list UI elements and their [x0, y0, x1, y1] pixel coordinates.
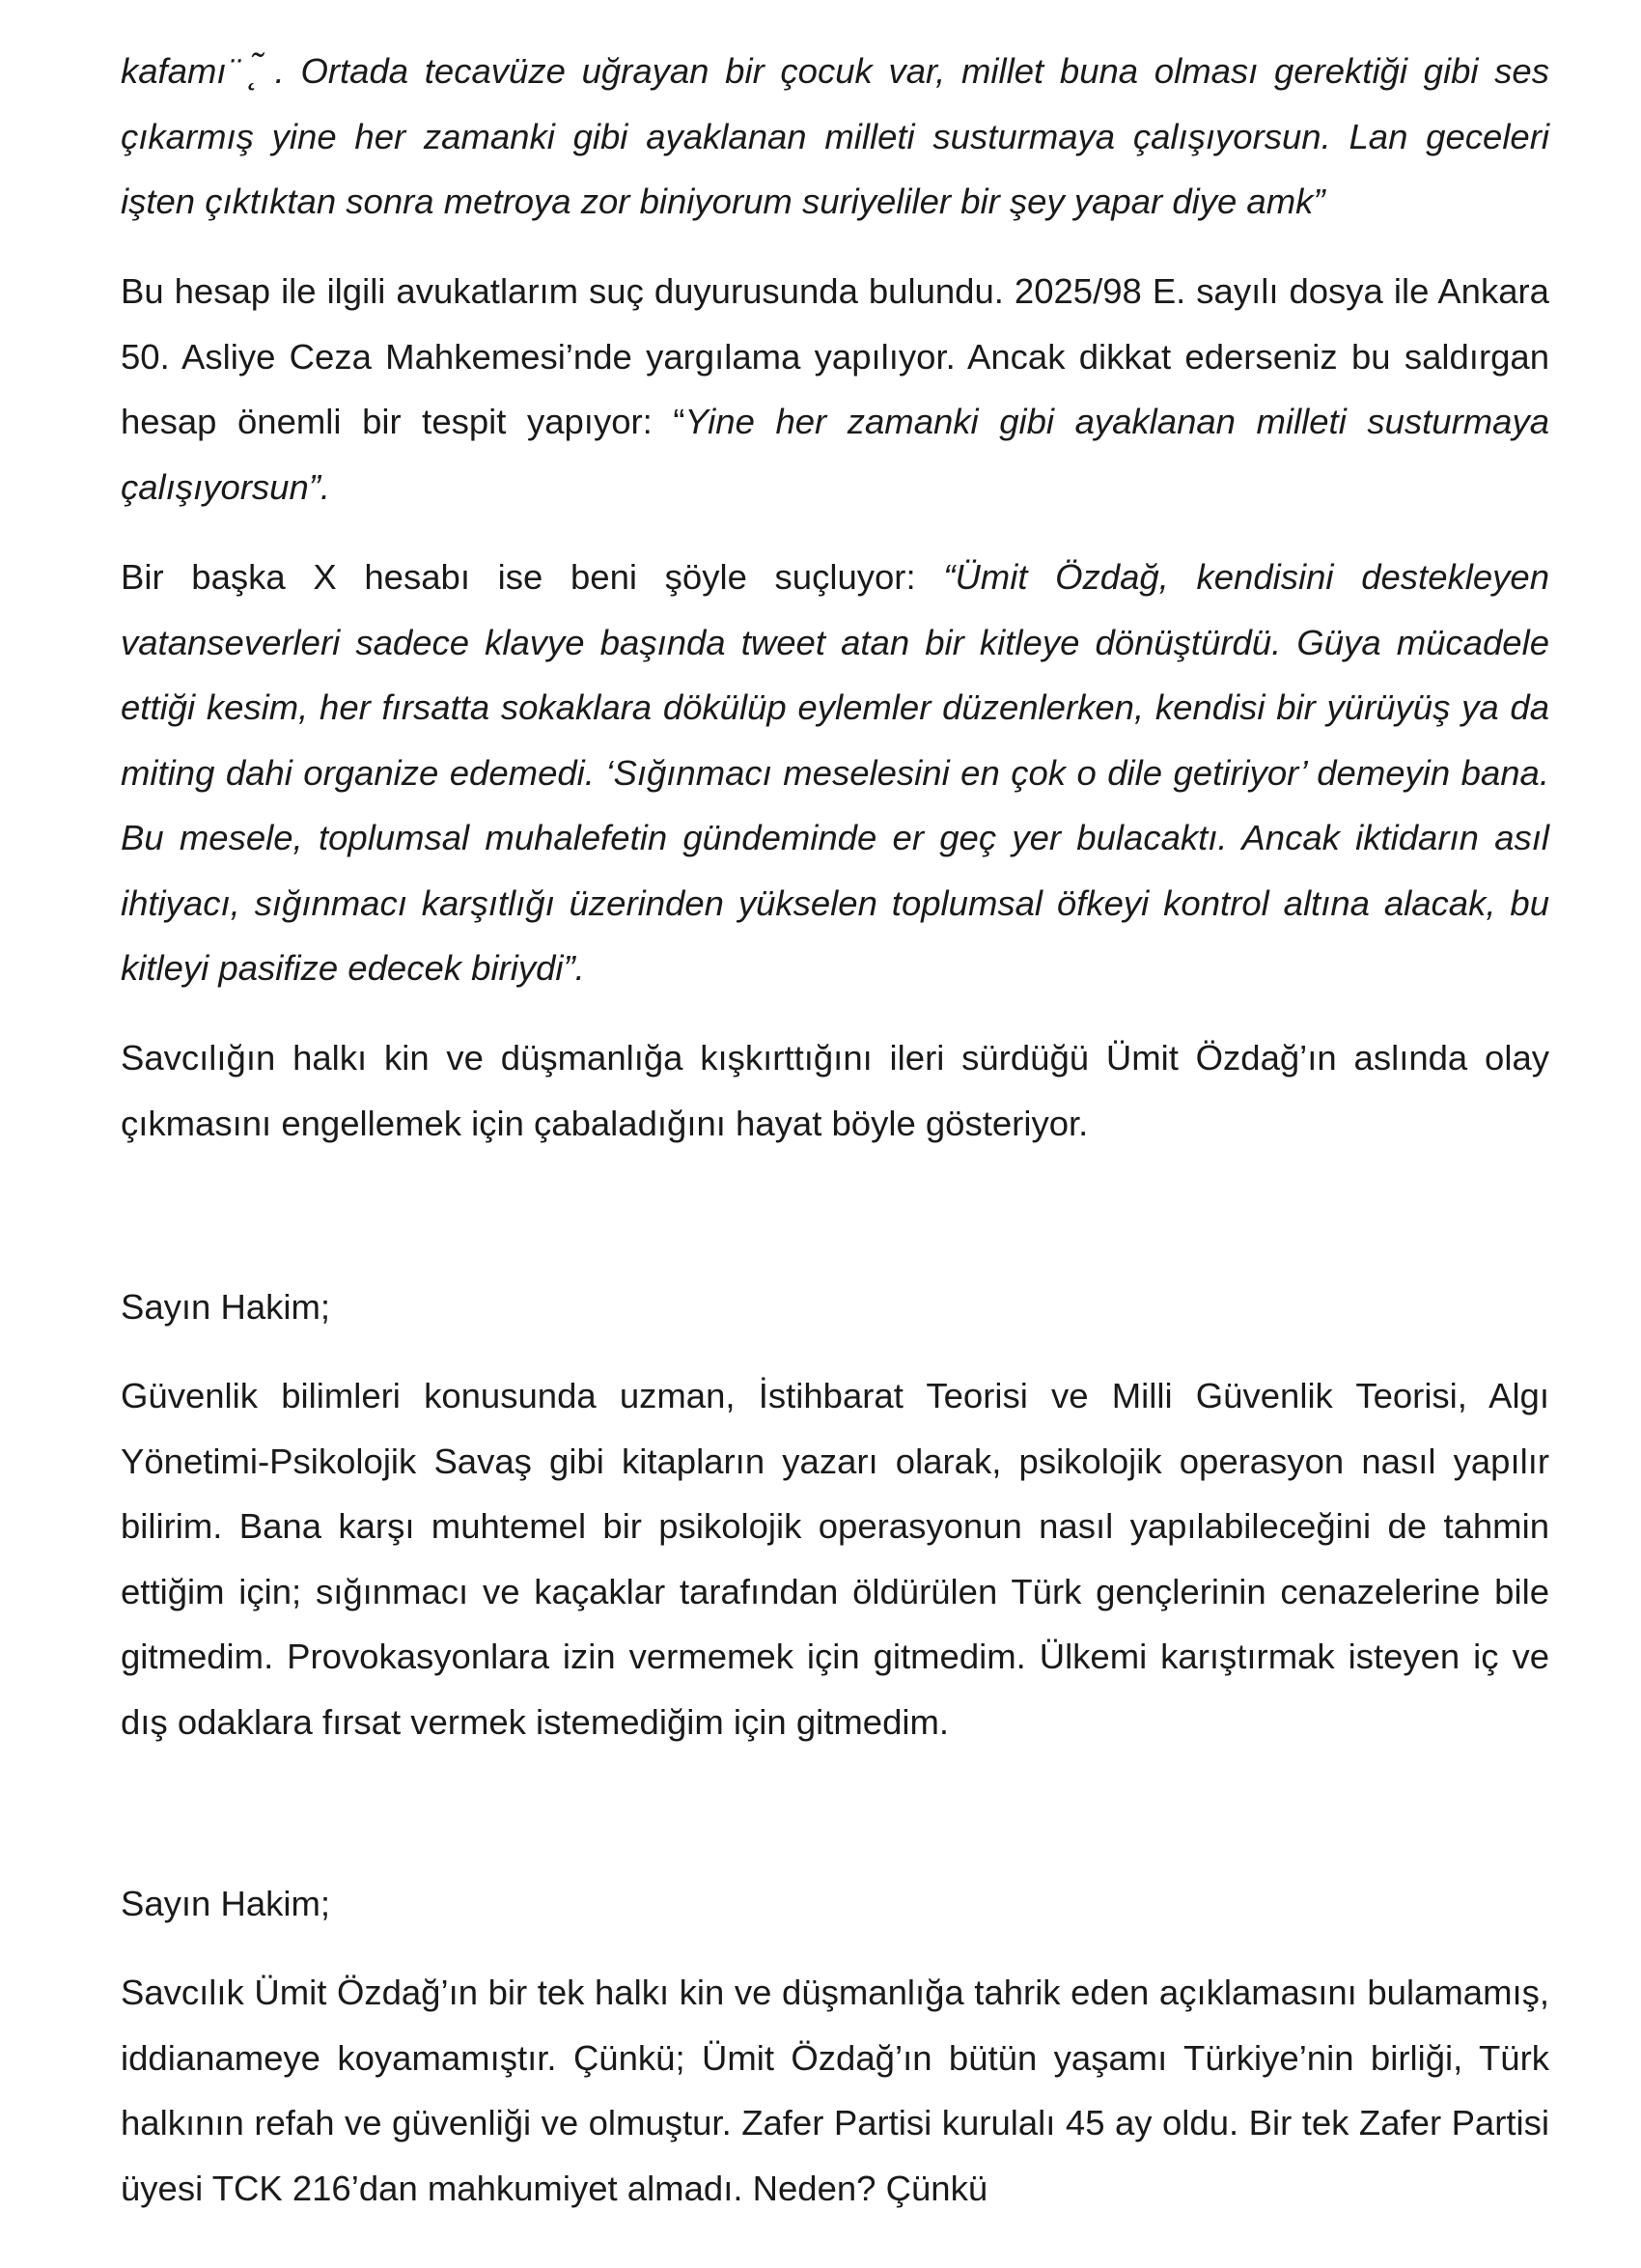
paragraph-quote: Yine her zamanki gibi ayaklanan milleti susturmaya çalışıyorsun”. — [121, 402, 1549, 507]
paragraph-security-expertise: Güvenlik bilimleri konusunda uzman, İstihbarat Teorisi ve Milli Güvenlik Teorisi, Algı Yönetimi-Psikolojik Savaş gibi kitapların yazarı olarak, psikolojik operasyon nasıl yapılır bilirim. Bana karşı muhtemel bir psikolojik operasyonun nasıl yapılabileceğini de tahmin ettiğim için; sığınmacı ve kaçaklar tarafından öldürülen Türk gençlerinin cenazelerine bile gitmedim. Provokasyonlara izin vermemek için gitmedim. Ülkemi karıştırmak isteyen iç ve dış odaklara fırsat vermek istemediğim için gitmedim. — [121, 1376, 1549, 1742]
paragraph-criminal-complaint — [121, 259, 1549, 519]
paragraph-prosecution-claim: Savcılığın halkı kin ve düşmanlığa kışkırttığını ileri sürdüğü Ümit Özdağ’ın aslında olay çıkmasını engellemek için çabaladığını hayat böyle gösteriyor. — [121, 1038, 1549, 1143]
salutation-heading: Sayın Hakim; — [121, 1884, 331, 1923]
quoted-tweet-continuation: kafamı ̈ ̨ ̃. Ortada tecavüze uğrayan bir çocuk var, millet buna olması gerektiği gibi ses çıkarmış yine her zamanki gibi ayaklanan milleti susturmaya çalışıyorsun. Lan geceleri işten çıktıktan sonra metroya zor biniyorum suriyeliler bir şey yapar diye amk” — [121, 51, 1549, 221]
paragraph-another-account — [121, 545, 1549, 1001]
paragraph-text: Bu hesap ile ilgili avukatlarım suç duyurusunda bulundu. 2025/98 E. sayılı dosya ile Ankara 50. Asliye Ceza Mahkemesi’nde yargılama yapılıyor. Ancak dikkat ederseniz bu saldırgan hesap önemli bir tespit yapıyor: “ — [121, 271, 1549, 441]
salutation-heading: Sayın Hakim; — [121, 1287, 331, 1327]
paragraph-text: Bir başka X hesabı ise beni şöyle suçluyor: — [121, 557, 944, 597]
paragraph-indictment: Savcılık Ümit Özdağ’ın bir tek halkı kin ve düşmanlığa tahrik eden açıklamasını bulamamış, iddianameye koyamamıştır. Çünkü; Ümit Özdağ’ın bütün yaşamı Türkiye’nin birliği, Türk halkının refah ve güvenliği ve olmuştur. Zafer Partisi kurulalı 45 ay oldu. Bir tek Zafer Partisi üyesi TCK 216’dan mahkumiyet almadı. Neden? Çünkü — [121, 1973, 1549, 2208]
paragraph-quote: “Ümit Özdağ, kendisini destekleyen vatanseverleri sadece klavye başında tweet atan bir kitleye dönüştürdü. Güya mücadele ettiği kesim, her fırsatta sokaklara dökülüp eylemler düzenlerken, kendisi bir yürüyüş ya da miting dahi organize edemedi. ‘Sığınmacı meselesini en çok o dile getiriyor’ demeyin bana. Bu mesele, toplumsal muhalefetin gündeminde er geç yer bulacaktı. Ancak iktidarın asıl ihtiyacı, sığınmacı karşıtlığı üzerinden yükselen toplumsal öfkeyi kontrol altına alacak, bu kitleyi pasifize edecek biriydi”. — [121, 557, 1549, 988]
